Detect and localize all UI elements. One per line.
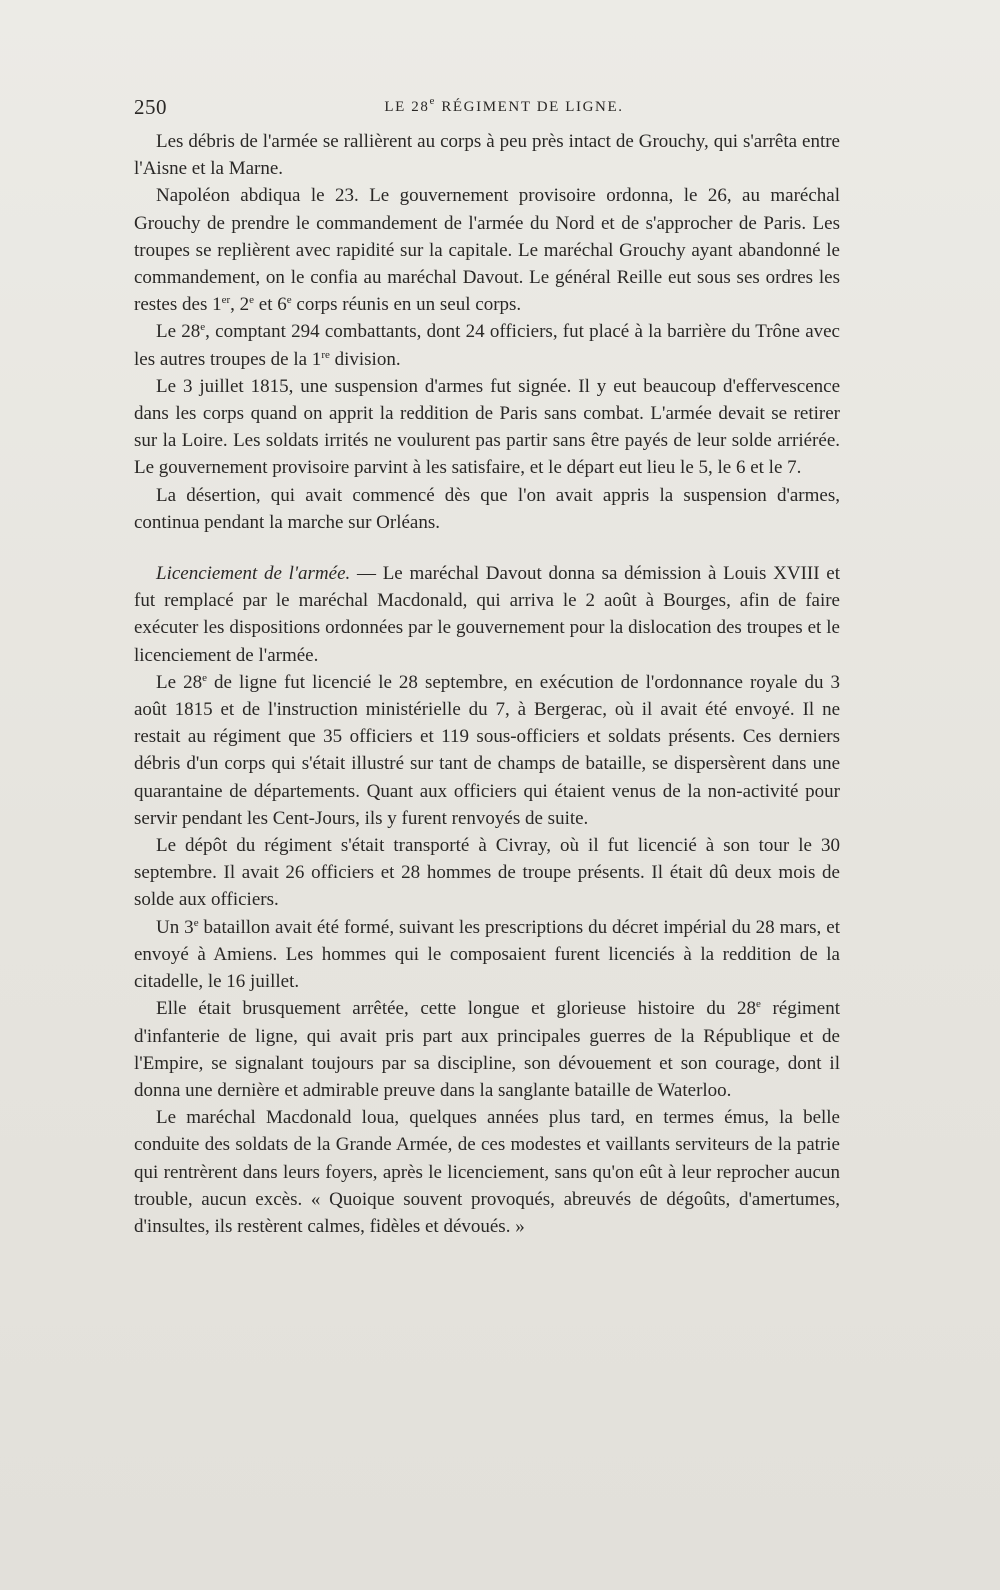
paragraph-10: [134, 995, 840, 1104]
paragraph-11: Le maréchal Macdonald loua, quelques années plus tard, en termes émus, la belle conduite des soldats de la Grande Armée, de ces modestes et vaillants serviteurs de la patrie qui rentrèrent dans leurs foyers, après le licenciement, sans qu'on eût à leur reprocher aucun trouble, aucun excès. « Quoique souvent provoqués, abreuvés de dégoûts, d'amertumes, d'insultes, ils restèrent calmes, fidèles et dévoués. »: [134, 1107, 840, 1237]
running-title-rest: RÉGIMENT DE LIGNE.: [435, 99, 624, 115]
paragraph-3-text-c: division.: [329, 348, 401, 370]
paragraph-9-text-b: bataillon avait été formé, suivant les prescriptions du décret impérial du 28 mars, et envoyé à Amiens. Les hommes qui le composaient furent licenciés à la reddition de la citadelle, le 16 juillet.: [134, 916, 840, 993]
paragraph-9-sup: e: [193, 916, 199, 929]
paragraph-3-text-b: , comptant 294 combattants, dont 24 officiers, fut placé à la barrière du Trône avec les autres troupes de la 1: [134, 321, 840, 370]
running-title-superscript: e: [429, 95, 436, 107]
paragraph-7: [134, 669, 840, 832]
paragraph-10-text-b: régiment d'infanterie de ligne, qui avait pris part aux principales guerres de la République et de l'Empire, se signalant toujours par sa discipline, son dévouement et son courage, dont il donna une dernière et admirable preuve dans la sanglante bataille de Waterloo.: [134, 998, 841, 1101]
paragraph-3-text-a: Le 28: [156, 321, 201, 343]
running-header: [134, 95, 834, 121]
paragraph-7-sup: e: [202, 671, 207, 684]
paragraph-2-sup-1: er: [221, 294, 231, 307]
section-title: Licenciement de l'armée.: [156, 563, 351, 585]
paragraph-10-text-a: Elle était brusquement arrêtée, cette longue et glorieuse histoire du 28: [156, 998, 756, 1020]
paragraph-2: [134, 182, 840, 318]
paragraph-9: [134, 914, 840, 996]
page-number: 250: [134, 95, 167, 119]
paragraph-2-text-a: Napoléon abdiqua le 23. Le gouvernement provisoire ordonna, le 26, au maréchal Grouchy de prendre le commandement de l'armée du Nord et de s'approcher de Paris. Les troupes se replièrent avec rapidité sur la capitale. Le maréchal Grouchy ayant abandonné le commandement, on le confia au maréchal Davout. Le général Reille eut sous ses ordres les restes des 1: [134, 185, 840, 316]
paragraph-2-sup-2: e: [249, 294, 255, 307]
paragraph-5: La désertion, qui avait commencé dès que l'on avait appris la suspension d'armes, continua pendant la marche sur Orléans.: [134, 484, 840, 533]
paragraph-2-sup-3: e: [286, 294, 292, 307]
paragraph-8: Le dépôt du régiment s'était transporté à Civray, où il fut licencié à son tour le 30 septembre. Il avait 26 officiers et 28 hommes de troupe présents. Il était dû deux mois de solde aux officiers.: [134, 835, 840, 911]
paragraph-2-text-c: et 6: [254, 294, 287, 316]
paragraph-6: [134, 560, 840, 669]
paragraph-3-sup-1: e: [200, 321, 206, 334]
paragraph-7-text-b: de ligne fut licencié le 28 septembre, en exécution de l'ordonnance royale du 3 août 1815 et de l'instruction ministérielle du 7, à Bergerac, où il avait été envoyé. Il ne restait au régiment que 35 officiers et 119 sous-officiers et soldats présents. Ces derniers débris d'un corps qui s'était illustré sur tant de champs de bataille, se dispersèrent dans une quarantaine de départements. Quant aux officiers qui étaient venus de la non-activité pour servir pendant les Cent-Jours, ils y furent renvoyés de suite.: [134, 671, 840, 829]
paragraph-6-text: — Le maréchal Davout donna sa démission à Louis XVIII et fut remplacé par le maréchal Macdonald, qui arriva le 2 août à Bourges, afin de faire exécuter les dispositions ordonnées par le gouvernement pour la dislocation des troupes et le licenciement de l'armée.: [134, 563, 840, 666]
running-title-text: LE 28: [384, 99, 430, 115]
paragraph-10-sup: e: [755, 998, 761, 1011]
paragraph-1: Les débris de l'armée se rallièrent au corps à peu près intact de Grouchy, qui s'arrêta entre l'Aisne et la Marne.: [134, 131, 840, 180]
paragraph-3: [134, 318, 840, 372]
paragraph-9-text-a: Un 3: [156, 916, 194, 938]
paragraph-4: Le 3 juillet 1815, une suspension d'armes fut signée. Il y eut beaucoup d'effervescence dans les corps quand on apprit la reddition de Paris sans combat. L'armée devait se retirer sur la Loire. Les soldats irrités ne voulurent pas partir sans être payés de leur solde arriérée. Le gouvernement provisoire parvint à les satisfaire, et le départ eut lieu le 5, le 6 et le 7.: [134, 375, 840, 479]
paragraph-2-text-b: , 2: [230, 294, 250, 316]
body-text: [134, 128, 840, 1240]
paragraph-7-text-a: Le 28: [156, 671, 203, 693]
paragraph-3-sup-2: re: [321, 348, 330, 361]
running-title: [134, 95, 834, 116]
paragraph-2-text-d: corps réunis en un seul corps.: [291, 294, 522, 316]
